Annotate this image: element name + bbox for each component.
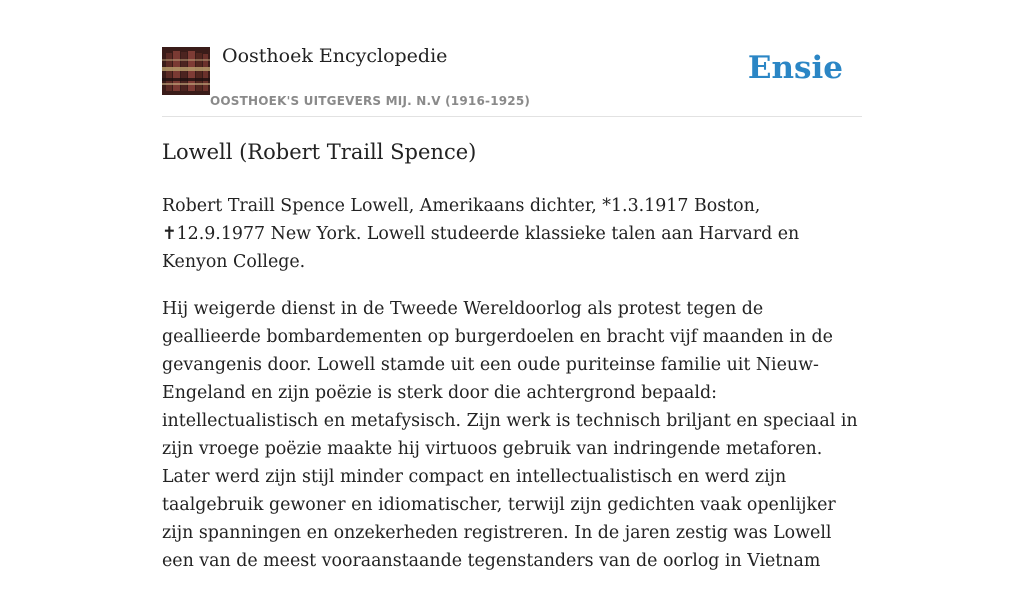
article-title: Lowell (Robert Traill Spence)	[162, 140, 477, 164]
ensie-logo[interactable]: Ensie	[747, 50, 843, 86]
source-name[interactable]: Oosthoek Encyclopedie	[222, 45, 448, 67]
article-body	[162, 192, 862, 594]
article-card	[162, 0, 862, 571]
article-paragraph: Robert Traill Spence Lowell, Amerikaans dichter, *1.3.1917 Boston, ✝12.9.1977 New York. Lowell studeerde klassieke talen aan Harvard en Kenyon College.	[162, 196, 800, 272]
encyclopedia-books-icon[interactable]	[162, 47, 210, 95]
publisher-label: OOSTHOEK'S UITGEVERS MIJ. N.V (1916-1925)	[210, 94, 531, 108]
source-header	[162, 0, 862, 117]
article-paragraph: Hij weigerde dienst in de Tweede Wereldoorlog als protest tegen de geallieerde bombardementen op burgerdoelen en bracht vijf maanden in de gevangenis door. Lowell stamde uit een oude puriteinse familie uit Nieuw-Engeland en zijn poëzie is sterk door die achtergrond bepaald: intellectualistisch en metafysisch. Zijn werk is technisch briljant en speciaal in zijn vroege poëzie maakte hij virtuoos gebruik van indringende metaforen. Later werd zijn stijl minder compact en intellectualistisch en werd zijn taalgebruik gewoner en idiomatischer, terwijl zijn gedichten vaak openlijker zijn spanningen en onzekerheden registreren. In de jaren zestig was Lowell een van de meest vooraanstaande tegenstanders van de oorlog in Vietnam	[162, 299, 858, 571]
